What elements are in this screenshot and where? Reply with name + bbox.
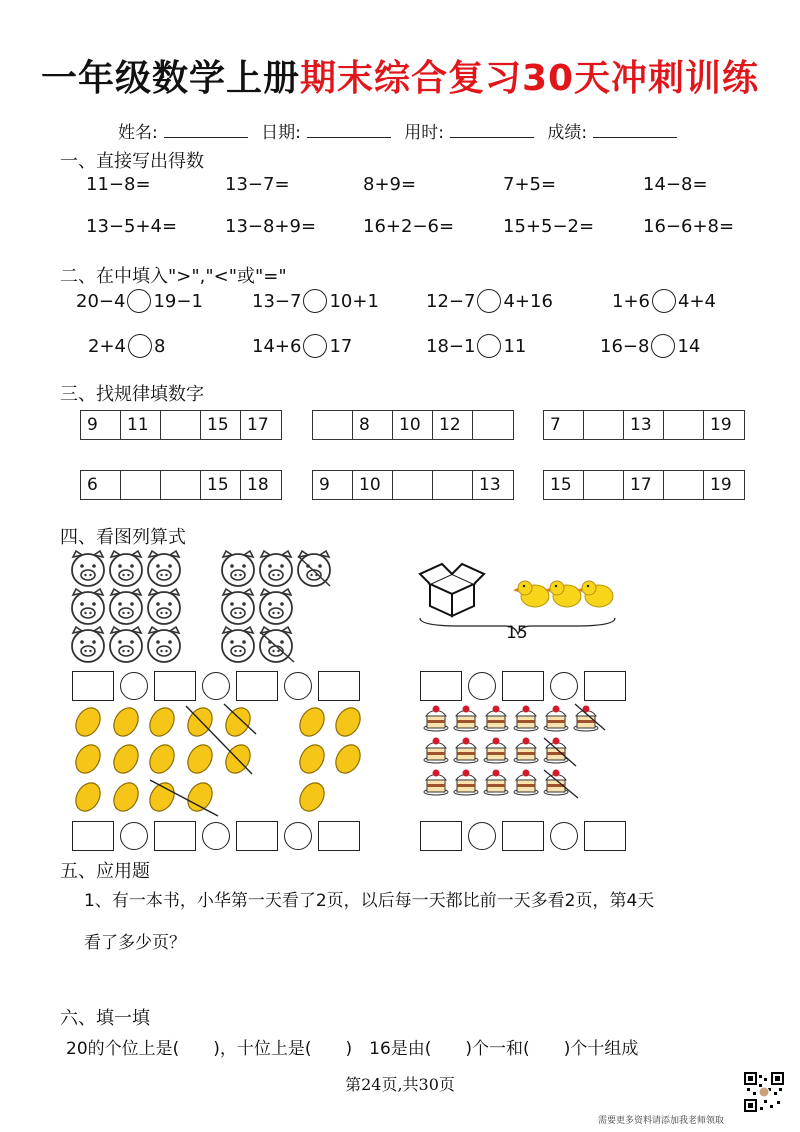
compare-item: 14+6 17 [252, 335, 353, 357]
sequence-row: 6 15 18 [80, 470, 282, 500]
equation-row [72, 821, 360, 851]
equation-row [72, 671, 360, 701]
answer-box[interactable] [72, 671, 114, 701]
compare-item: 1+6 4+4 [612, 290, 716, 312]
pig-group-left [72, 551, 180, 662]
name-field[interactable] [164, 123, 248, 138]
sequence-row: 9 10 13 [312, 470, 514, 500]
page-number: 第24页,共30页 [345, 1075, 455, 1094]
date-field[interactable] [307, 123, 391, 138]
lemon-group-left [71, 704, 256, 816]
title-part-1: 一年级数学上册 [40, 58, 300, 99]
sequence-row: 7 13 19 [543, 410, 745, 440]
answer-box[interactable] [502, 821, 544, 851]
answer-box[interactable] [154, 821, 196, 851]
answer-box[interactable] [318, 821, 360, 851]
calc-item: 15+5−2= [503, 216, 595, 237]
section2-heading: 二、在中填入">","<"或"=" [60, 266, 287, 287]
operator-circle[interactable] [120, 672, 148, 700]
compare-item: 20−4 19−1 [76, 290, 203, 312]
answer-box[interactable] [420, 821, 462, 851]
calc-item: 16+2−6= [363, 216, 455, 237]
section3-heading: 三、找规律填数字 [60, 384, 204, 405]
date-label: 日期: [261, 123, 301, 143]
pig-group-right [222, 551, 330, 662]
calc-item: 14−8= [643, 174, 708, 195]
answer-box[interactable] [72, 821, 114, 851]
word-problem-line1: 1、有一本书，小华第一天看了2页，以后每一天都比前一天多看2页，第4天 [84, 891, 655, 911]
calc-item: 8+9= [363, 174, 417, 195]
calc-item: 16−6+8= [643, 216, 735, 237]
answer-box[interactable] [236, 671, 278, 701]
answer-circle[interactable] [652, 289, 676, 313]
chick-icons [513, 581, 613, 607]
sequence-row: 15 17 19 [543, 470, 745, 500]
name-label: 姓名: [118, 123, 158, 143]
time-field[interactable] [450, 123, 534, 138]
pig-picture [68, 548, 348, 668]
score-field[interactable] [593, 123, 677, 138]
qr-code-icon [744, 1072, 784, 1112]
time-label: 用时: [404, 123, 445, 143]
answer-circle[interactable] [477, 334, 501, 358]
calc-item: 7+5= [503, 174, 557, 195]
section5-heading: 五、应用题 [60, 861, 150, 882]
calc-item: 13−8+9= [225, 216, 317, 237]
operator-circle[interactable] [202, 822, 230, 850]
sequence-row: 8 10 12 [312, 410, 514, 440]
answer-box[interactable] [154, 671, 196, 701]
compare-item: 12−7 4+16 [426, 290, 553, 312]
operator-circle[interactable] [284, 672, 312, 700]
compare-item: 2+4 8 [88, 335, 166, 357]
answer-circle[interactable] [477, 289, 501, 313]
answer-circle[interactable] [303, 289, 327, 313]
box-icon [420, 564, 484, 616]
total-label: 15 [506, 623, 528, 643]
page-title [0, 50, 800, 101]
lemon-picture [70, 702, 370, 818]
operator-circle[interactable] [468, 822, 496, 850]
equation-row [420, 821, 626, 851]
section4-heading: 四、看图列算式 [60, 527, 186, 548]
operator-circle[interactable] [284, 822, 312, 850]
fill-blank-line: 20的个位上是( )，十位上是( ) 16是由( )个一和( )个十组成 [66, 1039, 639, 1059]
answer-circle[interactable] [127, 289, 151, 313]
calc-item: 13−5+4= [86, 216, 178, 237]
answer-box[interactable] [420, 671, 462, 701]
compare-item: 13−7 10+1 [252, 290, 379, 312]
qr-note: 需要更多资料请添加我老师领取 [598, 1116, 725, 1126]
lemon-group-right [295, 704, 365, 816]
sequence-row: 9 11 15 17 [80, 410, 282, 440]
answer-box[interactable] [584, 671, 626, 701]
operator-circle[interactable] [202, 672, 230, 700]
section1-heading: 一、直接写出得数 [60, 151, 204, 172]
cake-picture [420, 700, 610, 800]
answer-circle[interactable] [128, 334, 152, 358]
calc-item: 13−7= [225, 174, 290, 195]
operator-circle[interactable] [550, 822, 578, 850]
student-info [118, 118, 685, 143]
answer-box[interactable] [584, 821, 626, 851]
answer-circle[interactable] [303, 334, 327, 358]
answer-box[interactable] [318, 671, 360, 701]
operator-circle[interactable] [550, 672, 578, 700]
answer-box[interactable] [236, 821, 278, 851]
answer-circle[interactable] [651, 334, 675, 358]
score-label: 成绩: [547, 123, 588, 143]
compare-item: 18−1 11 [426, 335, 527, 357]
section6-heading: 六、填一填 [60, 1008, 150, 1029]
operator-circle[interactable] [120, 822, 148, 850]
compare-item: 16−8 14 [600, 335, 701, 357]
title-part-2: 期末综合复习30天冲刺训练 [299, 58, 760, 99]
answer-box[interactable] [502, 671, 544, 701]
operator-circle[interactable] [468, 672, 496, 700]
equation-row [420, 671, 626, 701]
calc-item: 11−8= [86, 174, 151, 195]
word-problem-line2: 看了多少页？ [84, 933, 186, 953]
